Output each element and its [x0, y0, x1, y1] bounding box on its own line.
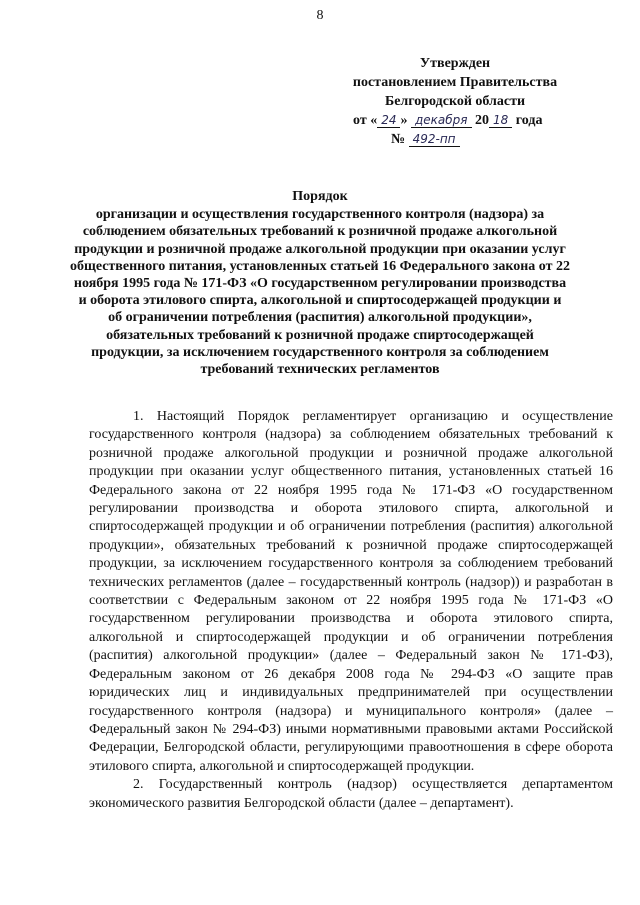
document-body — [89, 408, 613, 813]
approval-date — [335, 111, 575, 130]
date-day: 24 — [377, 113, 400, 128]
approval-heading: Утвержден — [419, 56, 491, 71]
year-suffix: 18 — [489, 113, 512, 128]
approval-block — [335, 54, 575, 149]
document-title-block — [70, 188, 570, 378]
year-prefix: 20 — [475, 113, 490, 128]
paragraph-1: 1. Настоящий Порядок регламентирует организацию и осуществление государственного контроля (надзора) за соблюдением обязательных требований к розничной продаже алкогольной продукции и розничной продаже алкогольной продукции при оказании услуг общественного питания, установленных статьей 16 Федерального закона от 22 ноября 1995 года № 171-ФЗ «О государственном регулировании производства и оборота этилового спирта, алкогольной и спиртосодержащей продукции и об ограничении потребления (распития) алкогольной продукции», обязательных требований к розничной продаже спиртосодержащей продукции, за исключением государственного контроля за соблюдением требований технических регламентов (далее – государственный контроль (надзор)) и разработан в соответствии с Федеральным законом от 22 ноября 1995 года № 171-ФЗ «О государственном регулировании производства и оборота этилового спирта, алкогольной и спиртосодержащей продукции и об ограничении потребления (распития) алкогольной продукции» (далее – Федеральный закон № 171-ФЗ), Федеральным законом от 26 декабря 2008 года № 294-ФЗ «О защите прав юридических лиц и индивидуальных предпринимателей при осуществлении государственного контроля (надзора) и муниципального контроля» (далее – Федеральный закон № 294-ФЗ) иными нормативными правовыми актами Российской Федерации, Белгородской области, регулирующими правоотношения в сфере оборота этилового спирта, алкогольной и спиртосодержащей продукции. — [89, 409, 613, 774]
document-subtitle: организации и осуществления государственного контроля (надзора) за соблюдением обязательных требований к розничной продаже алкогольной продукции и розничной продаже алкогольной продукции при оказании услуг общественного питания, установленных статьей 16 Федерального закона от 22 ноября 1995 года № 171-ФЗ «О государственном регулировании производства и оборота этилового спирта, алкогольной и спиртосодержащей продукции и об ограничении потребления (распития) алкогольной продукции», обязательных требований к розничной продаже спиртосодержащей продукции, за исключением государственного контроля за соблюдением требований технических регламентов — [70, 207, 570, 378]
approval-region: Белгородской области — [384, 94, 526, 109]
date-month: декабря — [411, 113, 472, 128]
page-number: 8 — [316, 8, 324, 23]
number-value: 492-пп — [409, 132, 460, 147]
approval-number — [335, 130, 575, 149]
document-title: Порядок — [292, 189, 348, 204]
year-word: года — [515, 113, 543, 128]
date-prefix: от « — [353, 113, 378, 128]
date-mid: » — [400, 113, 408, 128]
approval-authority: постановлением Правительства — [352, 75, 558, 90]
paragraph-2: 2. Государственный контроль (надзор) осуществляется департаментом экономического развития Белгородской области (далее – департамент). — [89, 777, 613, 811]
number-sign: № — [391, 132, 406, 147]
